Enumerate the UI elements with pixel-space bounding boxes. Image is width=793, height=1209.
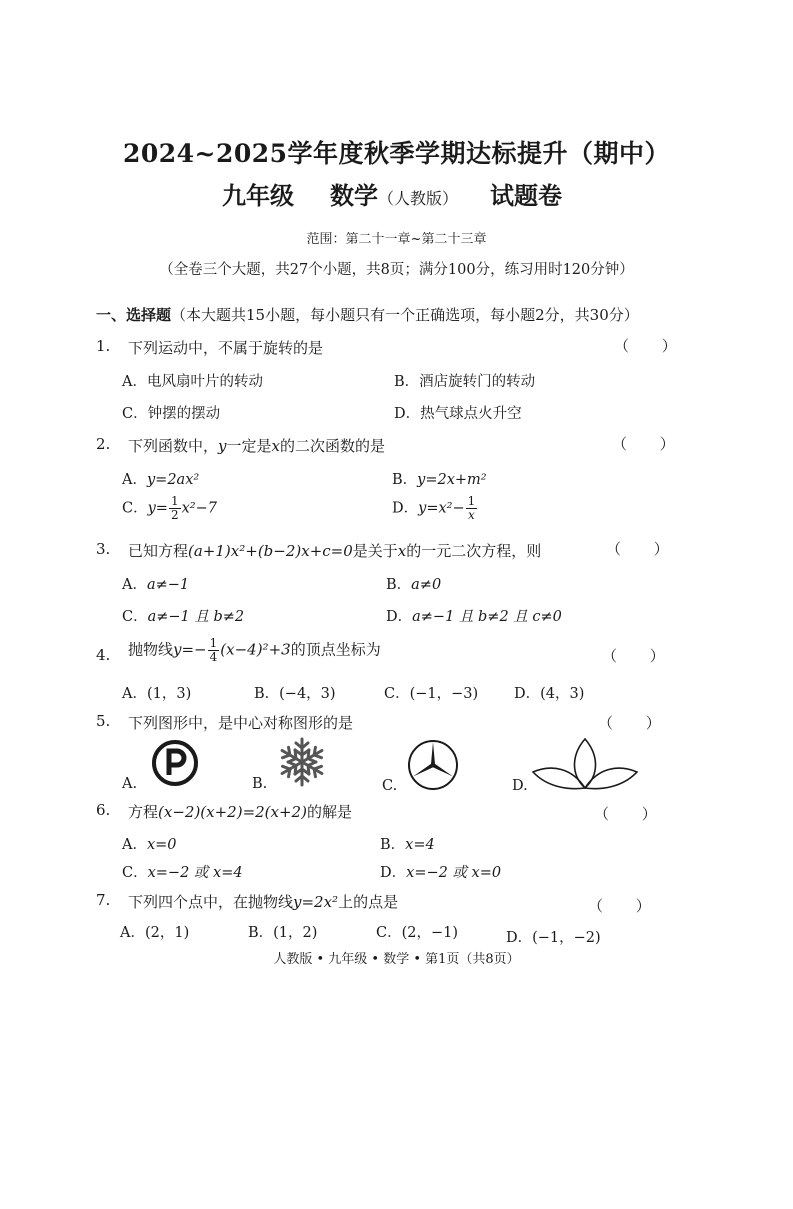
lotus-flower-icon — [530, 736, 640, 792]
question-1-number: 1. — [96, 337, 111, 355]
option-expr: a≠−1 且 b≠2 且 c≠0 — [412, 609, 562, 625]
stem-text: 的顶点坐标为 — [290, 640, 381, 659]
stem-text: 一定是 — [226, 437, 272, 455]
stem-text: 上的点是 — [338, 893, 399, 911]
question-6-option-d — [380, 861, 501, 882]
exam-title: 2024~2025学年度秋季学期达标提升（期中） — [122, 139, 671, 168]
exam-meta: （全卷三个大题，共27个小题，共8页；满分100分，练习用时120分钟） — [159, 262, 634, 278]
stem-text: 已知方程 — [128, 542, 189, 560]
question-6-answer-paren: （ ） — [594, 805, 671, 823]
subject-text: 数学 — [330, 181, 378, 210]
parking-sign-icon — [150, 738, 200, 788]
stem-expr: y=2x² — [293, 893, 339, 911]
question-1-option-a: A．电风扇叶片的转动 — [122, 374, 263, 390]
question-6-stem — [128, 801, 352, 822]
option-expr: y=x²− — [418, 500, 465, 517]
option-letter: C． — [122, 609, 148, 625]
question-5-option-a: A. — [122, 776, 138, 792]
option-expr: x²−7 — [181, 500, 217, 517]
grade-label: 九年级 — [222, 181, 294, 210]
question-4-answer-paren: （ ） — [602, 647, 679, 665]
subject-label — [330, 176, 458, 211]
edition-text: （人教版） — [378, 189, 459, 208]
numerator: 1 — [170, 494, 179, 508]
option-expr: x=−2 或 x=4 — [147, 865, 243, 881]
question-7-option-d: D．(−1，−2) — [506, 930, 601, 946]
question-5-option-d: D. — [512, 778, 528, 794]
option-expr: a≠−1 — [146, 577, 190, 593]
three-pointed-star-icon — [406, 738, 460, 792]
question-5-option-b: B. — [252, 776, 268, 792]
question-2-option-c — [122, 495, 217, 522]
question-3-stem — [128, 540, 541, 561]
exam-range: 范围：第二十一章~第二十三章 — [306, 232, 487, 247]
option-expr: a≠−1 且 b≠2 — [147, 609, 245, 625]
stem-expr: (a+1)x²+(b−2)x+c=0 — [188, 542, 353, 560]
stem-text: 是关于 — [352, 542, 398, 560]
option-letter: A． — [122, 577, 147, 593]
stem-expr: (x−4)²+3 — [220, 640, 291, 659]
stem-text: 下列函数中， — [128, 437, 219, 455]
stem-text: 的解是 — [306, 803, 352, 821]
question-6-option-b — [380, 833, 435, 854]
question-2-option-a — [122, 468, 199, 489]
option-expr: y= — [147, 500, 168, 517]
question-3-option-d — [386, 605, 562, 626]
stem-var: x — [271, 437, 280, 455]
denominator: x — [468, 508, 475, 522]
option-letter: C． — [122, 500, 148, 517]
question-7-number: 7. — [96, 891, 111, 909]
question-1-answer-paren: （ ） — [614, 337, 691, 355]
fraction — [208, 637, 220, 664]
question-5-option-c: C. — [382, 778, 398, 794]
option-expr: x=4 — [405, 837, 435, 853]
question-7-option-c: C．(2，−1) — [376, 925, 459, 941]
question-6-option-a — [122, 833, 177, 854]
question-4-number: 4. — [96, 646, 111, 664]
fraction — [466, 495, 478, 522]
stem-text: 方程 — [128, 803, 159, 821]
denominator: 2 — [170, 508, 179, 522]
page-footer: 人教版 • 九年级 • 数学 • 第1页（共8页） — [273, 952, 520, 967]
section-note: （本大题共15小题，每小题只有一个正确选项，每小题2分，共30分） — [171, 306, 639, 324]
option-letter: C． — [122, 865, 148, 881]
option-letter: B． — [380, 837, 406, 853]
question-3-option-a — [122, 573, 189, 594]
question-4-option-d: D．(4，3) — [514, 686, 585, 702]
question-3-option-b — [386, 573, 441, 594]
stem-expr: (x−2)(x+2)=2(x+2) — [158, 803, 307, 821]
stem-text: 抛物线 — [128, 640, 174, 659]
question-2-option-b — [392, 468, 487, 489]
question-4-stem — [128, 637, 381, 664]
question-3-option-c — [122, 605, 244, 626]
question-4-option-b: B．(−4，3) — [254, 686, 336, 702]
question-5-number: 5. — [96, 712, 111, 730]
option-letter: A． — [122, 837, 147, 853]
option-letter: B． — [386, 577, 412, 593]
stem-text: 的二次函数的是 — [279, 437, 385, 455]
question-4-option-a: A．(1，3) — [122, 686, 192, 702]
question-3-answer-paren: （ ） — [606, 540, 683, 558]
question-2-stem — [128, 435, 385, 456]
snowflake-icon — [276, 736, 328, 788]
question-1-stem: 下列运动中，不属于旋转的是 — [128, 339, 324, 357]
option-expr: x=−2 或 x=0 — [406, 865, 502, 881]
question-2-option-d — [392, 495, 478, 522]
question-2-number: 2. — [96, 435, 111, 453]
stem-var: y — [218, 437, 227, 455]
question-6-option-c — [122, 861, 243, 882]
question-6-number: 6. — [96, 801, 111, 819]
option-expr: a≠0 — [411, 577, 442, 593]
question-3-number: 3. — [96, 540, 111, 558]
section-heading — [96, 304, 639, 325]
option-letter: D． — [386, 609, 413, 625]
question-2-answer-paren: （ ） — [612, 435, 689, 453]
stem-expr: y=− — [173, 640, 207, 659]
option-expr: y=2ax² — [146, 472, 200, 488]
question-7-option-a: A．(2，1) — [120, 925, 190, 941]
numerator: 1 — [467, 494, 476, 508]
paper-label: 试题卷 — [490, 181, 562, 210]
option-letter: A． — [122, 472, 147, 488]
question-5-answer-paren: （ ） — [598, 714, 675, 732]
question-7-option-b: B．(1，2) — [248, 925, 318, 941]
question-5-stem: 下列图形中，是中心对称图形的是 — [128, 714, 354, 732]
question-1-option-d: D．热气球点火升空 — [394, 406, 522, 422]
numerator: 1 — [209, 636, 218, 650]
question-4-option-c: C．(−1，−3) — [384, 686, 479, 702]
option-letter: D． — [380, 865, 407, 881]
section-title: 一、选择题 — [96, 306, 172, 324]
question-1-option-c: C．钟摆的摆动 — [122, 406, 221, 422]
question-7-stem — [128, 891, 398, 912]
fraction — [169, 495, 181, 522]
stem-text: 的一元二次方程，则 — [406, 542, 542, 560]
denominator: 4 — [209, 650, 218, 664]
option-letter: B． — [392, 472, 418, 488]
option-expr: y=2x+m² — [417, 472, 487, 488]
stem-text: 下列四个点中，在抛物线 — [128, 893, 294, 911]
question-7-answer-paren: （ ） — [588, 897, 665, 915]
option-expr: x=0 — [146, 837, 177, 853]
question-1-option-b: B．酒店旋转门的转动 — [394, 374, 536, 390]
stem-var: x — [397, 542, 407, 560]
option-letter: D． — [392, 500, 419, 517]
